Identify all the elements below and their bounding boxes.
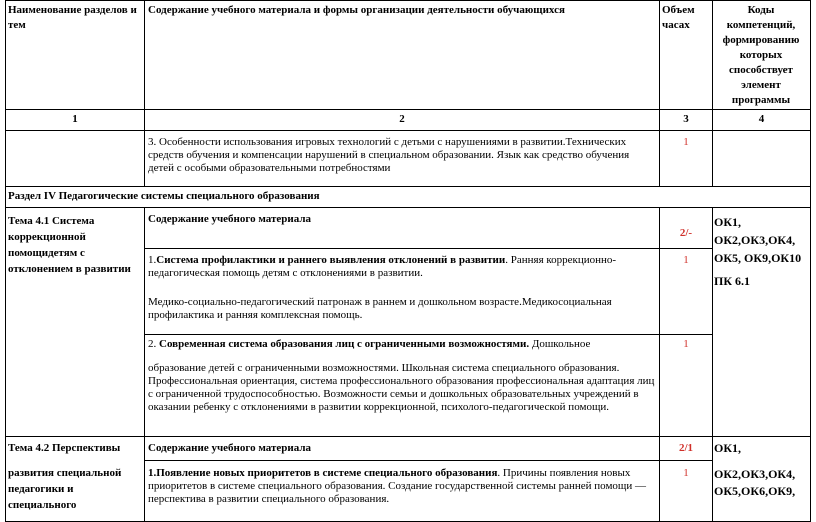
topic-4-1-item2-bold: Современная система образования лиц с ограниченными возможностями.	[159, 338, 530, 350]
grid-line-section-bottom	[5, 207, 811, 208]
grid-line-col4	[712, 0, 713, 186]
topic-4-2-item1-bold: 1.Появление новых приоритетов в системе специального образования	[148, 467, 498, 479]
topic-4-2-title-rest: развития специальной педагогики и специального	[8, 467, 122, 511]
topic-4-1-item2-lead: 2.	[148, 338, 159, 350]
grid-line-header-bottom	[5, 109, 811, 110]
col-number-3: 3	[683, 113, 689, 125]
grid-line-col4b	[712, 207, 713, 522]
grid-line-t41-bottom	[5, 436, 811, 437]
topic-4-2-codes-rest: ОК2,ОК3,ОК4, ОК5,ОК6,ОК9,	[714, 467, 796, 498]
grid-line-left	[5, 0, 6, 522]
grid-line-row3-bottom	[5, 186, 811, 187]
topic-4-2-content-header: Содержание учебного материала	[148, 442, 312, 454]
section-title: Раздел IV Педагогические системы специального образования	[8, 190, 320, 202]
grid-line-t41-item1	[144, 334, 712, 335]
col-number-1: 1	[72, 113, 78, 125]
header-col4: Коды компетенций, формированию которых способствует элемент программы	[722, 4, 800, 106]
topic-4-1-item1-rest: . Ранняя коррекционно-педагогическая помощь детям с отклонениями в развитии.	[148, 254, 617, 279]
topic-4-1-codes: ОК1, ОК2,ОК3,ОК4, ОК5, ОК9,ОК10	[714, 215, 802, 265]
grid-line-top	[5, 0, 811, 1]
col-number-4: 4	[758, 113, 765, 125]
grid-line-t41-header	[144, 248, 712, 249]
topic-4-1-title: Тема 4.1 Система коррекционной помощидетям с отклонением в развитии	[8, 215, 131, 275]
topic-4-1-codes-pk: ПК 6.1	[714, 274, 751, 288]
topic-4-1-item1-para2: Медико-социально-педагогический патронаж в раннем и дошкольном возрасте.Медикосоциальная профилактика и ранняя комплексная помощь.	[148, 296, 612, 321]
row-content: 3. Особенности использования игровых технологий с детьми с нарушениями в развитии.Технических средств обучения и компенсации нарушений в специальном образовании. Язык как средство обучения детей с особыми образовательными потребностями	[148, 136, 630, 174]
col-number-2: 2	[399, 113, 405, 125]
topic-4-1-item1-bold: Система профилактики и раннего выявления отклонений в развитии	[156, 254, 506, 266]
topic-4-1-item2	[148, 338, 656, 351]
topic-4-2-item1	[148, 467, 656, 506]
topic-4-1-hours-total: 2/-	[679, 227, 693, 239]
header-col1: Наименование разделов и тем	[8, 4, 137, 31]
topic-4-1-item1	[148, 254, 656, 280]
topic-4-2-item1-hours: 1	[683, 467, 689, 479]
header-col3: Объем часах	[662, 4, 695, 31]
topic-4-2-title-line1: Тема 4.2 Перспективы	[8, 442, 121, 454]
grid-line-numbers-bottom	[5, 130, 811, 131]
grid-line-col2	[144, 0, 145, 186]
topic-4-1-item2-para2: образование детей с ограниченными возможностями. Школьная система специального образования. Профессиональная ориентация, система профессионального образования профессиональная адаптация лиц с ограниченной трудоспособностью. Возможности семьи и дошкольных образовательных учреждений в оказании ребенку с отклонениями в развитии коррекционной, психолого-педагогической помощи.	[148, 362, 655, 413]
topic-4-2-hours-total: 2/1	[678, 442, 694, 454]
grid-line-col3	[659, 0, 660, 186]
topic-4-2-item1-rest: . Причины появления новых приоритетов в системе специального образования. Создание государственной системы ранней помощи — перспектива в развитии специального образования.	[148, 467, 647, 505]
grid-line-col2b	[144, 207, 145, 522]
grid-line-t42-header	[144, 460, 712, 461]
topic-4-1-item2-rest: Дошкольное	[529, 338, 591, 350]
topic-4-1-item2-hours: 1	[683, 338, 689, 350]
topic-4-1-content-header: Содержание учебного материала	[148, 213, 312, 225]
topic-4-1-item1-hours: 1	[683, 254, 689, 266]
grid-line-right	[810, 0, 811, 522]
topic-4-1-item1-lead: 1.	[148, 254, 157, 266]
row-hours: 1	[683, 136, 689, 148]
topic-4-2-codes-line1: ОК1,	[714, 441, 742, 455]
header-col2: Содержание учебного материала и формы организации деятельности обучающихся	[148, 4, 565, 16]
